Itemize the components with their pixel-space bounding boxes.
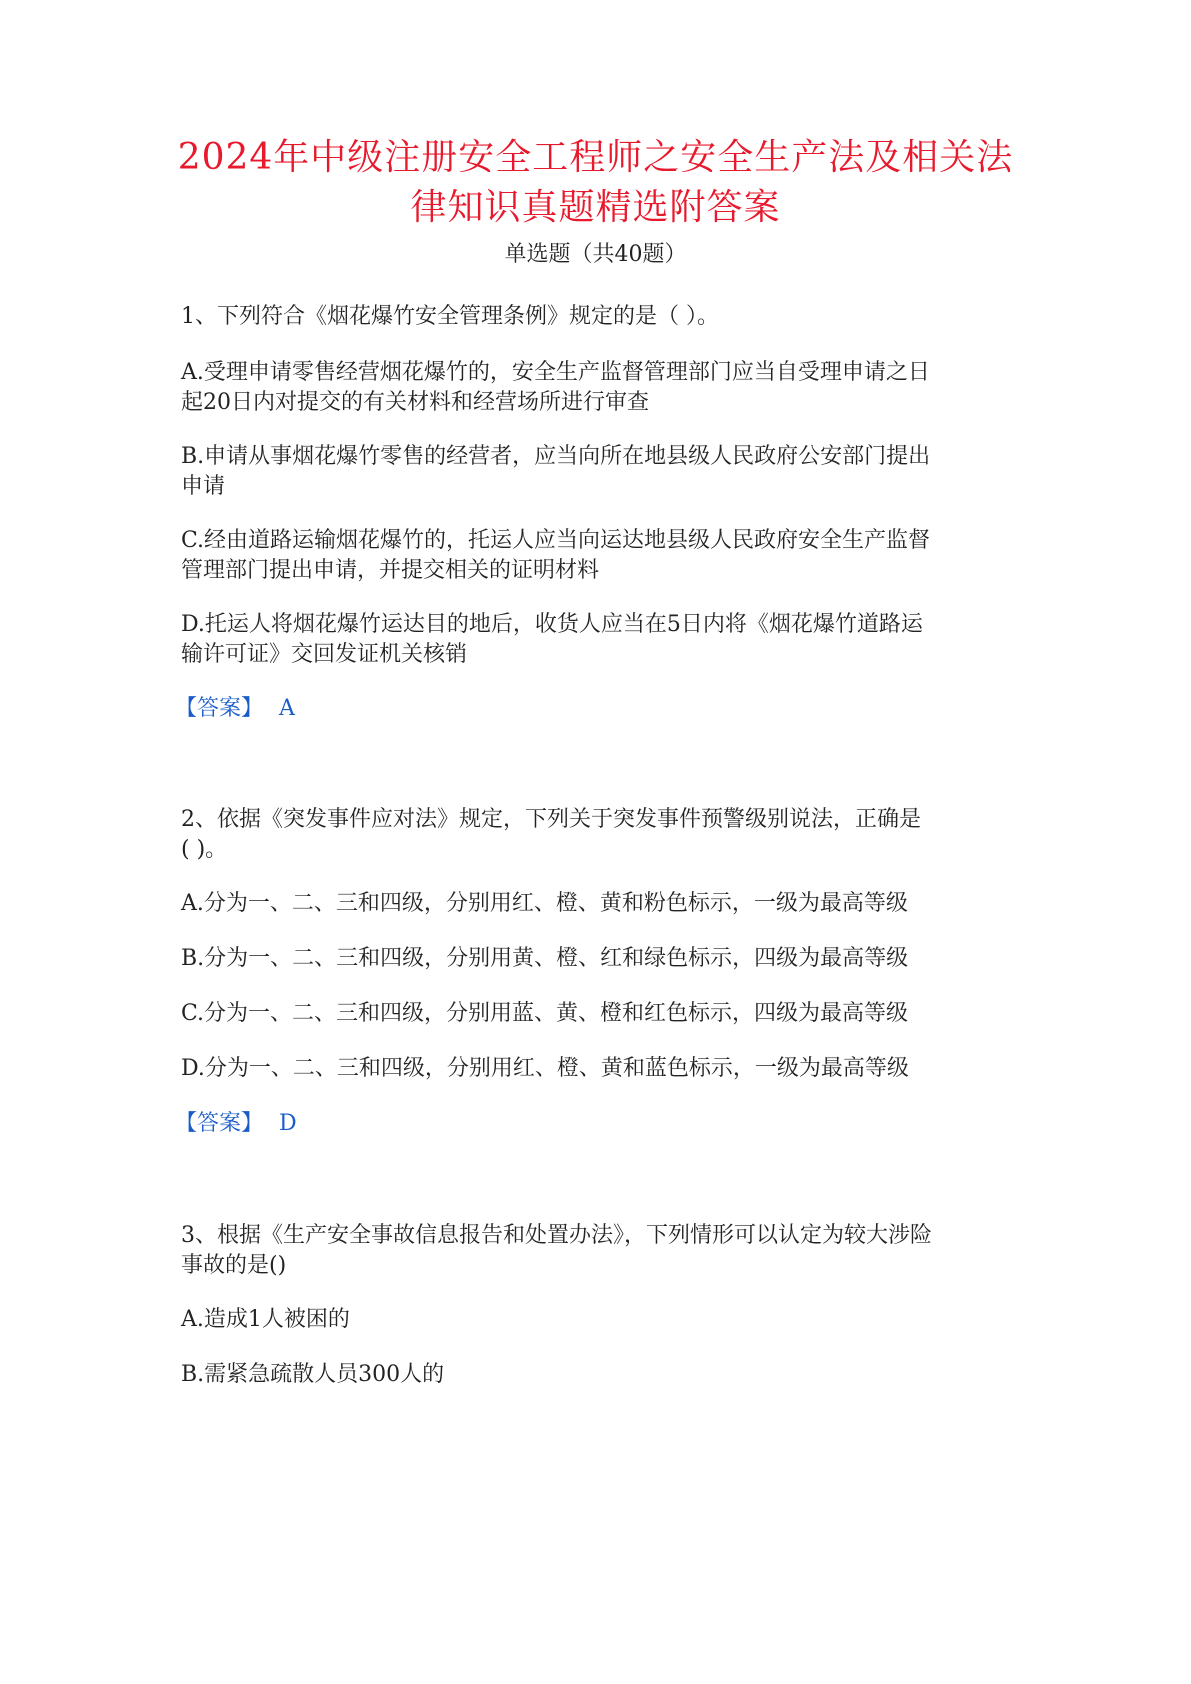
question-1-option-c-line-2: 管理部门提出申请，并提交相关的证明材料 xyxy=(181,558,600,583)
question-2-option-c: C.分为一、二、三和四级，分别用蓝、黄、橙和红色标示，四级为最高等级 xyxy=(181,1001,909,1026)
question-3-option-b: B.需紧急疏散人员300人的 xyxy=(181,1362,445,1387)
answer-value: D xyxy=(279,1111,297,1136)
question-3-stem-line-1: 3、根据《生产安全事故信息报告和处置办法》，下列情形可以认定为较大涉险 xyxy=(181,1223,932,1248)
section-heading: 单选题（共40题） xyxy=(504,242,687,267)
question-3-stem-line-2: 事故的是() xyxy=(181,1253,287,1278)
question-3-option-a: A.造成1人被困的 xyxy=(181,1307,350,1332)
question-1-option-b-line-1: B.申请从事烟花爆竹零售的经营者，应当向所在地县级人民政府公安部门提出 xyxy=(181,444,931,469)
question-1-stem: 1、下列符合《烟花爆竹安全管理条例》规定的是（ ）。 xyxy=(181,304,719,329)
question-2-stem-line-2: ( )。 xyxy=(181,837,228,862)
question-1-option-a-line-1: A.受理申请零售经营烟花爆竹的，安全生产监督管理部门应当自受理申请之日 xyxy=(181,360,930,385)
question-2-answer xyxy=(175,1108,297,1140)
question-1-option-a-line-2: 起20日内对提交的有关材料和经营场所进行审查 xyxy=(181,390,649,415)
title-line-1: 2024年中级注册安全工程师之安全生产法及相关法 xyxy=(177,137,1014,178)
question-1-option-c-line-1: C.经由道路运输烟花爆竹的，托运人应当向运达地县级人民政府安全生产监督 xyxy=(181,528,931,553)
document-title xyxy=(160,133,1031,233)
question-1-option-d-line-2: 输许可证》交回发证机关核销 xyxy=(181,642,468,667)
question-1-option-d-line-1: D.托运人将烟花爆竹运达目的地后，收货人应当在5日内将《烟花爆竹道路运 xyxy=(181,612,923,637)
question-2-stem-line-1: 2、依据《突发事件应对法》规定，下列关于突发事件预警级别说法，正确是 xyxy=(181,807,921,832)
answer-label: 【答案】 xyxy=(175,1111,264,1136)
question-1-answer xyxy=(175,693,295,725)
question-1-option-b-line-2: 申请 xyxy=(181,474,226,499)
title-line-2: 律知识真题精选附答案 xyxy=(410,187,781,228)
question-2-option-a: A.分为一、二、三和四级，分别用红、橙、黄和粉色标示，一级为最高等级 xyxy=(181,891,908,916)
answer-label: 【答案】 xyxy=(175,696,264,721)
answer-value: A xyxy=(279,696,295,721)
question-2-option-d: D.分为一、二、三和四级，分别用红、橙、黄和蓝色标示，一级为最高等级 xyxy=(181,1056,909,1081)
question-2-option-b: B.分为一、二、三和四级，分别用黄、橙、红和绿色标示，四级为最高等级 xyxy=(181,946,909,971)
